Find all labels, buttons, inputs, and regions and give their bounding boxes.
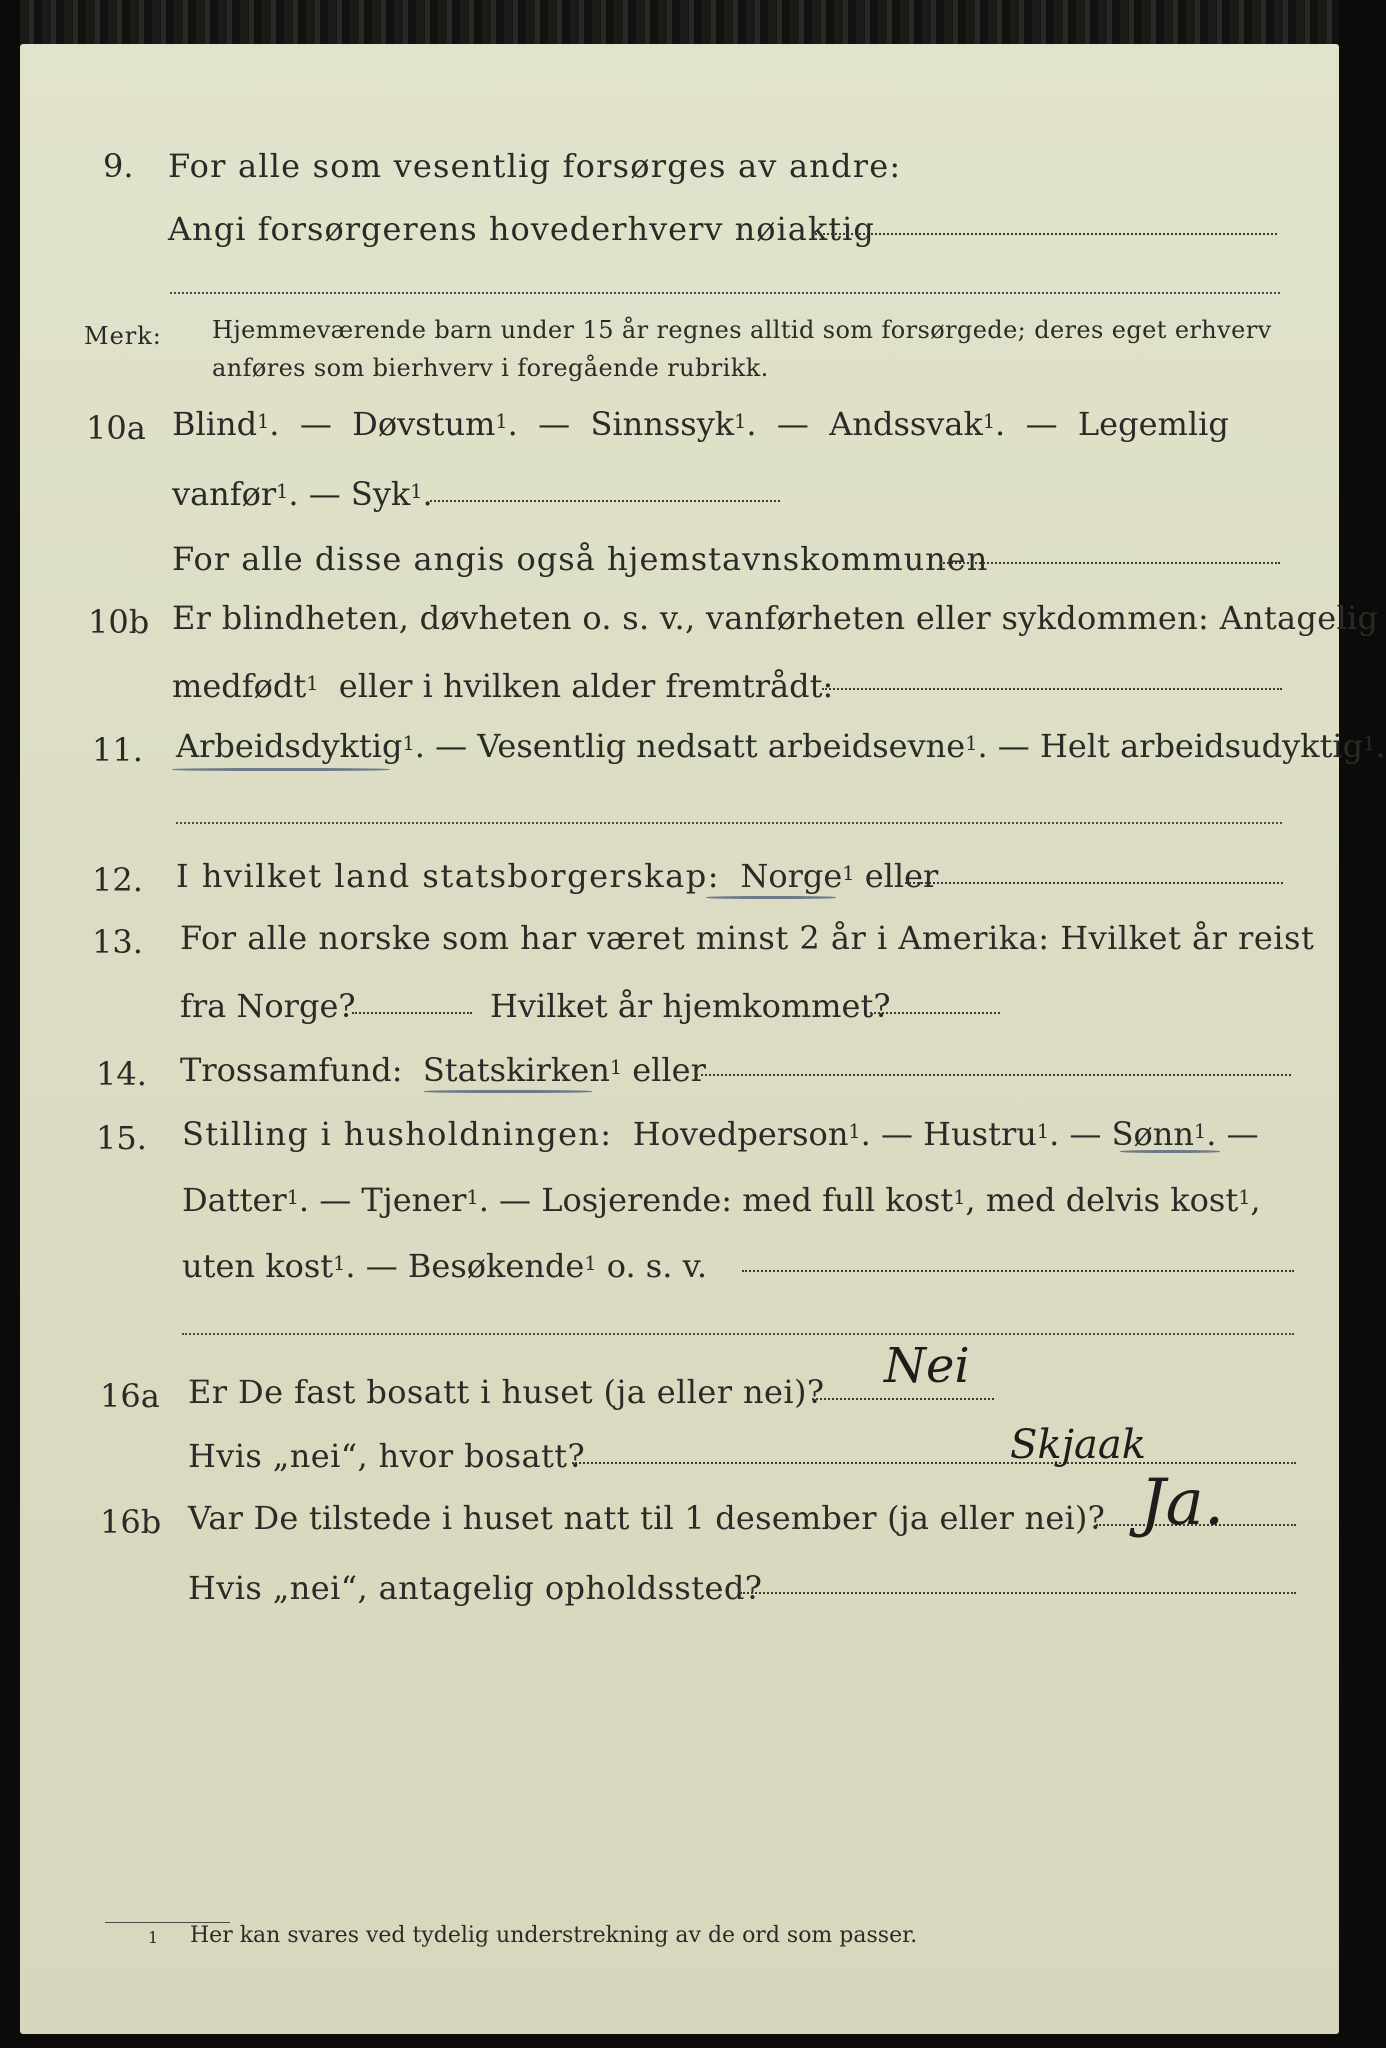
opt-udyktig[interactable]: Helt arbeidsudyktig [1039, 727, 1364, 765]
merk-line2: anføres som bierhverv i foregående rubrikk. [212, 354, 769, 382]
q13-reist-line[interactable] [352, 1012, 472, 1014]
q9-line2: Angi forsørgerens hovederhverv nøiaktig [168, 210, 875, 248]
merk-line1: Hjemmeværende barn under 15 år regnes alltid som forsørgede; deres eget erhverv [212, 316, 1272, 344]
opt-uten-kost[interactable]: uten kost [182, 1247, 334, 1285]
q16a-answer2-line[interactable] [572, 1462, 1296, 1464]
q16a-number: 16a [100, 1377, 160, 1415]
q16b-line2: Hvis „nei“, antagelig opholdssted? [188, 1569, 763, 1607]
q10a-number: 10a [86, 409, 146, 447]
q16b-answer1: Ja. [1140, 1466, 1225, 1540]
q16b-number: 16b [100, 1503, 162, 1541]
opt-andssvak[interactable]: Andssvak [829, 405, 983, 443]
opt-sonn[interactable]: Sønn [1111, 1115, 1194, 1153]
handwritten-underline-arbeidsdyktig [172, 768, 390, 771]
q13-line1: For alle norske som har været minst 2 år i Amerika: Hvilket år reist [180, 919, 1315, 957]
q9-number: 9. [103, 147, 134, 185]
q12-answer-line[interactable] [905, 882, 1283, 884]
q10b-answer-line[interactable] [822, 688, 1282, 690]
opt-legemlig[interactable]: Legemlig [1077, 405, 1229, 443]
opt-sinnssyk[interactable]: Sinnssyk [590, 405, 735, 443]
q16a-answer1-line[interactable] [812, 1398, 994, 1400]
opt-norge[interactable]: Norge [740, 857, 843, 895]
q16a-answer2: Skjaak [1010, 1422, 1146, 1468]
opt-blind[interactable]: Blind [172, 405, 258, 443]
q16a-line1: Er De fast bosatt i huset (ja eller nei)? [188, 1373, 825, 1411]
opt-hustru[interactable]: Hustru [923, 1115, 1037, 1153]
q16b-answer2-line[interactable] [740, 1592, 1296, 1594]
q9-line1: For alle som vesentlig forsørges av andre: [168, 147, 902, 185]
opt-vanfor[interactable]: vanfør [172, 475, 277, 513]
q15-line2: Datter$^1$. — Tjener$^1$. — Losjerende: med full kost$^1$, med delvis kost$^1$, [182, 1181, 1261, 1219]
opt-medfodt[interactable]: medfødt [172, 667, 307, 705]
opt-datter[interactable]: Datter [182, 1181, 287, 1219]
q14-answer-line[interactable] [696, 1074, 1291, 1076]
q13-number: 13. [92, 923, 143, 961]
q9-answer-line[interactable] [812, 233, 1277, 235]
q11-line: Arbeidsdyktig$^1$. — Vesentlig nedsatt arbeidsevne$^1$. — Helt arbeidsudyktig$^1$. [176, 727, 1386, 765]
opt-syk[interactable]: Syk [350, 475, 411, 513]
q10b-line2: medfødt$^1$ eller i hvilken alder fremtrådt: [172, 667, 834, 705]
q11-number: 11. [92, 731, 143, 769]
handwritten-underline-norge [706, 896, 836, 899]
opt-hovedperson[interactable]: Hovedperson [632, 1115, 849, 1153]
handwritten-mark-sonn [1120, 1150, 1220, 1153]
q16b-line1: Var De tilstede i huset natt til 1 desember (ja eller nei)? [188, 1499, 1105, 1537]
q12-number: 12. [92, 861, 143, 899]
q15-extra-line[interactable] [182, 1333, 1294, 1335]
q10a-line1: Blind$^1$. — Døvstum$^1$. — Sinnssyk$^1$. — Andssvak$^1$. — Legemlig [172, 405, 1229, 443]
opt-tjener[interactable]: Tjener [361, 1181, 467, 1219]
q13-hjemkommet-line[interactable] [870, 1012, 1000, 1014]
q10a-line2: vanfør$^1$. — Syk$^1$. [172, 475, 433, 513]
scan-edge [20, 0, 1339, 44]
q10a-hjemstavn-line[interactable] [940, 562, 1280, 564]
opt-delvis[interactable]: med delvis kost [985, 1181, 1239, 1219]
handwritten-underline-statskirken [424, 1090, 592, 1093]
opt-besokende[interactable]: Besøkende [407, 1247, 585, 1285]
q16a-answer1: Nei [884, 1338, 970, 1394]
merk-label: Merk: [84, 322, 162, 350]
q10a-hjemstavn: For alle disse angis også hjemstavnskommunen [172, 540, 989, 578]
q15-answer-line[interactable] [742, 1270, 1294, 1272]
q12-line: I hvilket land statsborgerskap: Norge$^1$ eller [176, 857, 939, 895]
footnote-text: Her kan svares ved tydelig understrekning av de ord som passer. [190, 1923, 918, 1948]
q15-number: 15. [96, 1119, 147, 1157]
opt-statskirken[interactable]: Statskirken [422, 1051, 610, 1089]
opt-losjerende[interactable]: Losjerende: med full kost [541, 1181, 954, 1219]
q14-number: 14. [96, 1055, 147, 1093]
q11-extra-line[interactable] [176, 822, 1282, 824]
q10b-number: 10b [88, 603, 150, 641]
q15-line1: Stilling i husholdningen: Hovedperson$^1$. — Hustru$^1$. — Sønn$^1$. — [182, 1115, 1259, 1153]
q13-hjemkommet: Hvilket år hjemkommet? [490, 987, 891, 1025]
q10a-syk-line[interactable] [430, 500, 780, 502]
q10b-line1: Er blindheten, døvheten o. s. v., vanførheten eller sykdommen: Antagelig [172, 599, 1379, 637]
q13-fra-norge: fra Norge? [180, 987, 356, 1025]
opt-arbeidsdyktig[interactable]: Arbeidsdyktig [176, 727, 403, 765]
opt-dovstum[interactable]: Døvstum [352, 405, 496, 443]
q14-line: Trossamfund: Statskirken$^1$ eller [180, 1051, 706, 1089]
q9-extra-line[interactable] [170, 292, 1280, 294]
opt-nedsatt[interactable]: Vesentlig nedsatt arbeidsevne [477, 727, 966, 765]
q15-line3: uten kost$^1$. — Besøkende$^1$ o. s. v. [182, 1247, 708, 1285]
q16a-line2: Hvis „nei“, hvor bosatt? [188, 1437, 586, 1475]
footnote-mark: 1 [148, 1928, 159, 1947]
